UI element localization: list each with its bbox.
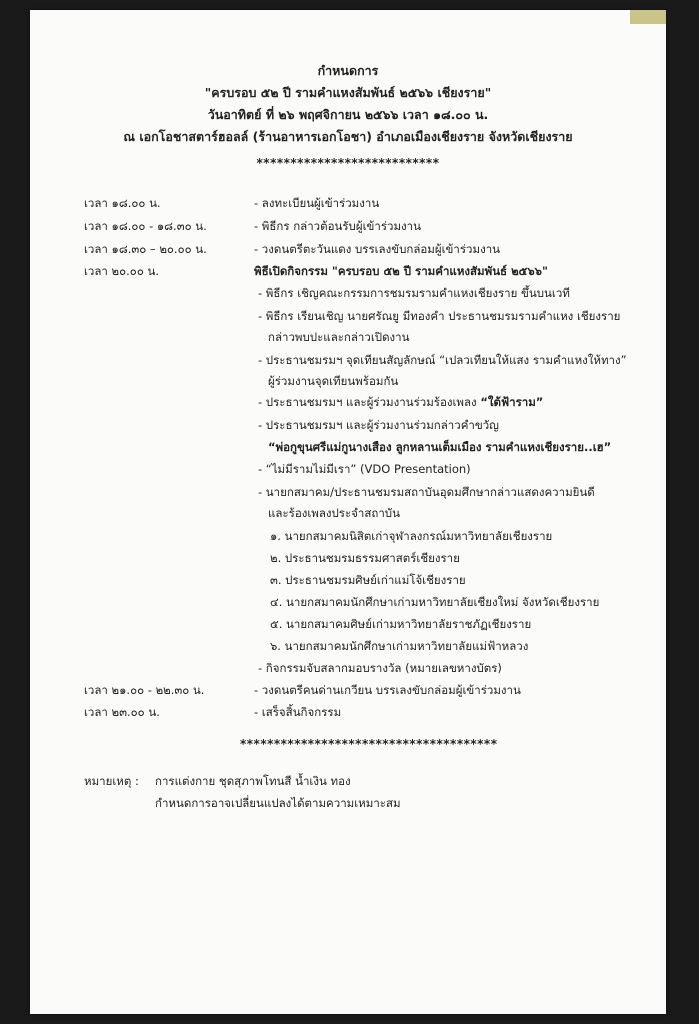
header-event-name: "ครบรอบ ๕๒ ปี รามคำแหงสัมพันธ์ ๒๕๖๖ เชียงราย" xyxy=(204,85,492,100)
opening-item-text: - ประธานชมรมฯ และผู้ร่วมงานร่วมร้องเพลง xyxy=(258,395,477,409)
schedule-activity: - พิธีกร กล่าวต้อนรับผู้เข้าร่วมงาน xyxy=(254,219,421,233)
opening-item: - “ไม่มีรามไม่มีเรา” (VDO Presentation) xyxy=(258,462,471,476)
schedule-activity: - เสร็จสิ้นกิจกรรม xyxy=(254,705,342,719)
divider-bottom: ************************************** xyxy=(240,737,498,751)
note-dress-code: การแต่งกาย ชุดสุภาพโทนสี น้ำเงิน ทอง xyxy=(155,774,351,788)
schedule-time: เวลา ๑๘.๐๐ น. xyxy=(84,196,161,210)
opening-item: - ประธานชมรมฯ และผู้ร่วมงานร่วมกล่าวคำขวัญ xyxy=(258,418,499,432)
institution-item: ๕. นายกสมาคมศิษย์เก่ามหาวิทยาลัยราชภัฏเชียงราย xyxy=(270,617,532,631)
institution-item: ๔. นายกสมาคมนักศึกษาเก่ามหาวิทยาลัยเชียงใหม่ จังหวัดเชียงราย xyxy=(270,595,600,609)
institution-item: ๑. นายกสมาคมนิสิตเก่าจุฬาลงกรณ์มหาวิทยาลัยเชียงราย xyxy=(270,529,553,543)
note-label: หมายเหตุ : xyxy=(84,774,139,788)
schedule-time: เวลา ๒๑.๐๐ - ๒๒.๓๐ น. xyxy=(84,683,205,697)
opening-item xyxy=(258,392,543,412)
opening-item: - ประธานชมรมฯ จุดเทียนสัญลักษณ์ “เปลวเทียนให้แสง รามคำแหงให้ทาง” xyxy=(258,353,627,367)
opening-item: - พิธีกร เรียนเชิญ นายศรัณยู มีทองคำ ประธานชมรมรามคำแหง เชียงราย xyxy=(258,309,621,323)
opening-item-continuation: กล่าวพบปะและกล่าวเปิดงาน xyxy=(268,330,410,344)
institution-item: ๒. ประธานชมรมธรรมศาสตร์เชียงราย xyxy=(270,551,460,565)
header-date: วันอาทิตย์ ที่ ๒๖ พฤศจิกายน ๒๕๖๖ เวลา ๑๘.๐๐ น. xyxy=(207,107,489,122)
header-title: กำหนดการ xyxy=(317,63,379,78)
slogan: “พ่อกูขุนศรีแม่กูนางเสือง ลูกหลานเต็มเมือง รามคำแหงเชียงราย..เฮ” xyxy=(268,440,612,454)
schedule-activity: - วงดนตรีตะวันแดง บรรเลงขับกล่อมผู้เข้าร่วมงาน xyxy=(254,242,501,256)
document-header xyxy=(30,60,666,148)
opening-item-continuation: ผู้ร่วมงานจุดเทียนพร้อมกัน xyxy=(268,374,399,388)
document-page xyxy=(30,10,666,1014)
institution-item: ๓. ประธานชมรมศิษย์เก่าแม่โจ้เชียงราย xyxy=(270,573,466,587)
schedule-time: เวลา ๒๐.๐๐ น. xyxy=(84,264,160,278)
institution-item: ๖. นายกสมาคมนักศึกษาเก่ามหาวิทยาลัยแม่ฟ้าหลวง xyxy=(270,639,529,653)
schedule-activity: - ลงทะเบียนผู้เข้าร่วมงาน xyxy=(254,196,380,210)
schedule-time: เวลา ๑๘.๓๐ – ๒๐.๐๐ น. xyxy=(84,242,207,256)
opening-item-continuation: และร้องเพลงประจำสถาบัน xyxy=(268,506,400,520)
note-schedule-change: กำหนดการอาจเปลี่ยนแปลงได้ตามความเหมาะสม xyxy=(155,796,401,810)
schedule-time: เวลา ๑๘.๐๐ - ๑๘.๓๐ น. xyxy=(84,219,207,233)
song-title: “ใต้ฟ้าราม” xyxy=(480,395,544,409)
header-venue: ณ เอกโอชาสตาร์ฮอลล์ (ร้านอาหารเอกโอชา) อำเภอเมืองเชียงราย จังหวัดเชียงราย xyxy=(123,129,573,144)
opening-ceremony-title: พิธีเปิดกิจกรรม "ครบรอบ ๕๒ ปี รามคำแหงสัมพันธ์ ๒๕๖๖" xyxy=(254,264,548,278)
schedule-activity: - วงดนตรีคนด่านเกวียน บรรเลงขับกล่อมผู้เข้าร่วมงาน xyxy=(254,683,521,697)
paper-corner-strip xyxy=(630,10,666,24)
divider-top: *************************** xyxy=(256,156,440,170)
opening-item: - นายกสมาคม/ประธานชมรมสถาบันอุดมศึกษากล่าวแสดงความยินดี xyxy=(258,485,595,499)
schedule-time: เวลา ๒๓.๐๐ น. xyxy=(84,705,160,719)
lottery-item: - กิจกรรมจับสลากมอบรางวัล (หมายเลขหางบัตร) xyxy=(258,661,502,675)
opening-item: - พิธีกร เชิญคณะกรรมการชมรมรามคำแหงเชียงราย ขึ้นบนเวที xyxy=(258,286,570,300)
